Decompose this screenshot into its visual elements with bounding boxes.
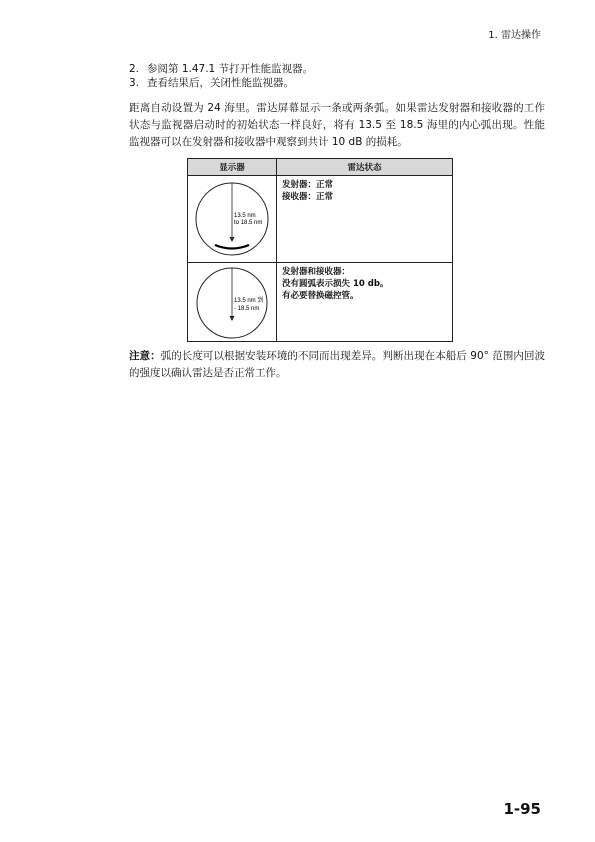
scope-range-label: 13.5 nm 到 [234,298,264,304]
status-line: 有必要替换磁控管。 [282,291,359,301]
status-line: 接收器：正常 [282,192,334,202]
status-line: 没有圆弧表示损失 10 db。 [282,279,389,289]
column-header-display: 显示器 [188,159,277,176]
chapter-header: 1. 雷达操作 [488,30,541,41]
scope-range-label: 13.5 nm [234,213,256,219]
body-paragraph: 距离自动设置为 24 海里。雷达屏幕显示一条或两条弧。如果雷达发射器和接收器的工作状态与监视器启动时的初始状态一样良好，将有 13.5 至 18.5 海里的内心弧出现。性能监视器可以在发射器和接收器中观察到共计 10 dB 的损耗。 [129,102,545,148]
step-number: 2. [129,63,140,75]
radar-scope-fault-icon [192,265,272,341]
status-cell [277,263,453,342]
table-row [188,263,453,342]
note-paragraph [129,348,545,382]
table-row [188,176,453,263]
status-line: 发射器：正常 [282,180,334,190]
column-header-status: 雷达状态 [277,159,453,176]
step-number: 3. [129,77,140,89]
step-item [129,62,313,76]
step-item [129,76,294,90]
table-header-row [188,159,453,176]
scope-range-label: to 18.5 nm [234,220,263,226]
step-text: 参阅第 1.47.1 节打开性能监视器。 [147,63,314,75]
radar-status-table [187,158,453,342]
status-line: 发射器和接收器： [282,267,351,277]
scope-cell [188,176,277,263]
page-number: 1-95 [503,800,541,818]
radar-scope-normal-icon [192,178,272,258]
step-text: 查看结果后，关闭性能监视器。 [147,77,294,89]
note-text: 弧的长度可以根据安装环境的不同而出现差异。判断出现在本船后 90° 范围内回波的强度以确认雷达是否正常工作。 [129,350,546,379]
scope-range-label: - 18.5 nm [234,306,260,312]
scope-cell [188,263,277,342]
note-label: 注意： [129,350,161,362]
status-cell [277,176,453,263]
